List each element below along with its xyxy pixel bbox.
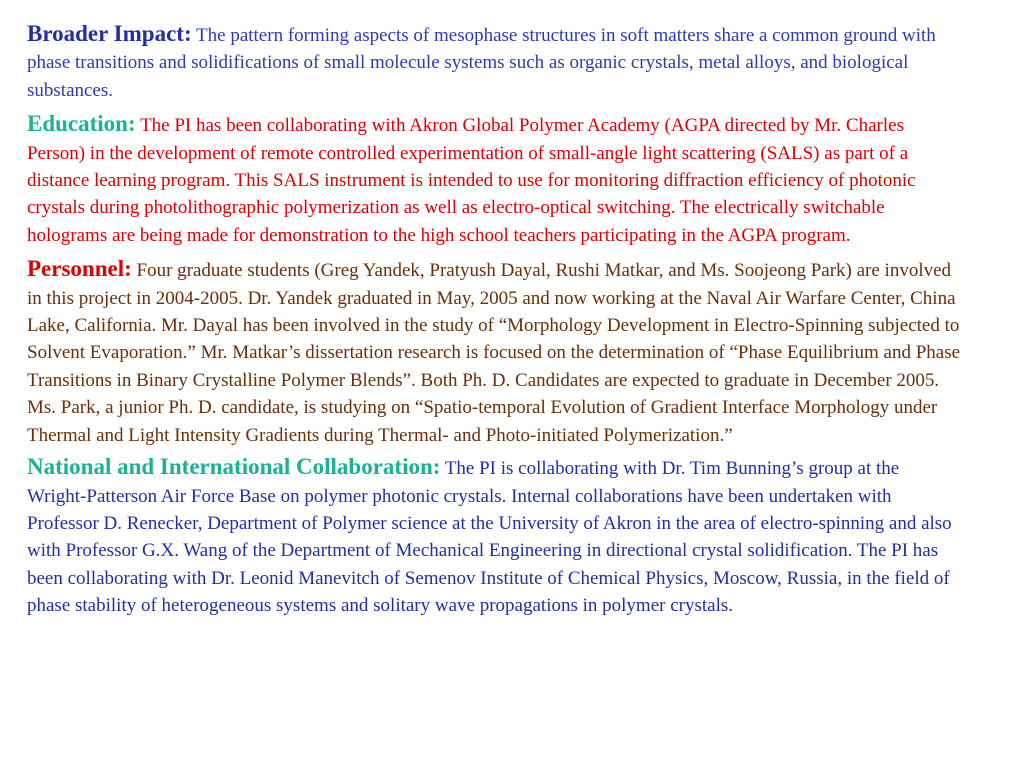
collaboration-text: The PI is collaborating with Dr. Tim Bunning’s group at the Wright-Patterson Air Force Base on polymer photonic crystals. Internal collaborations have been undertaken with Professor D. Renecker, Department of Polymer science at the University of Akron in the area of electro-spinning and also with Professor G.X. Wang of the Department of Mechanical Engineering in directional crystal solidification. The PI has been collaborating with Dr. Leonid Manevitch of Semenov Institute of Chemical Physics, Moscow, Russia, in the field of phase stability of heterogeneous systems and solitary wave propagations in polymer crystals. <box>27 458 952 617</box>
broader-impact-heading: Broader Impact: <box>27 21 192 46</box>
education-text: The PI has been collaborating with Akron Global Polymer Academy (AGPA directed by Mr. Charles Person) in the development of remote controlled experimentation of small-angle light scattering (SALS) as part of a distance learning program. This SALS instrument is intended to use for monitoring diffraction efficiency of photonic crystals during photolithographic polymerization as well as electro-optical switching. The electrically switchable holograms are being made for demonstration to the high school teachers participating in the AGPA program. <box>27 115 916 246</box>
collaboration-heading: National and International Collaboration: <box>27 454 441 480</box>
personnel-paragraph <box>27 255 962 449</box>
collaboration-paragraph <box>27 453 962 619</box>
personnel-heading: Personnel: <box>27 256 132 282</box>
broader-impact-text: The pattern forming aspects of mesophase structures in soft matters share a common ground with phase transitions and solidifications of small molecule systems such as organic crystals, metal alloys, and biological substances. <box>27 25 936 101</box>
slide-content <box>27 20 962 620</box>
personnel-text: Four graduate students (Greg Yandek, Pratyush Dayal, Rushi Matkar, and Ms. Soojeong Park) are involved in this project in 2004-2005. Dr. Yandek graduated in May, 2005 and now working at the Naval Air Warfare Center, China Lake, California. Mr. Dayal has been involved in the study of “Morphology Development in Electro-Spinning subjected to Solvent Evaporation.” Mr. Matkar’s dissertation research is focused on the determination of “Phase Equilibrium and Phase Transitions in Binary Crystalline Polymer Blends”. Both Ph. D. Candidates are expected to graduate in December 2005. Ms. Park, a junior Ph. D. candidate, is studying on “Spatio-temporal Evolution of Gradient Interface Morphology under Thermal and Light Intensity Gradients during Thermal- and Photo-initiated Polymerization.” <box>27 260 961 446</box>
broader-impact-paragraph <box>27 20 962 104</box>
education-heading: Education: <box>27 111 136 137</box>
education-paragraph <box>27 110 962 249</box>
